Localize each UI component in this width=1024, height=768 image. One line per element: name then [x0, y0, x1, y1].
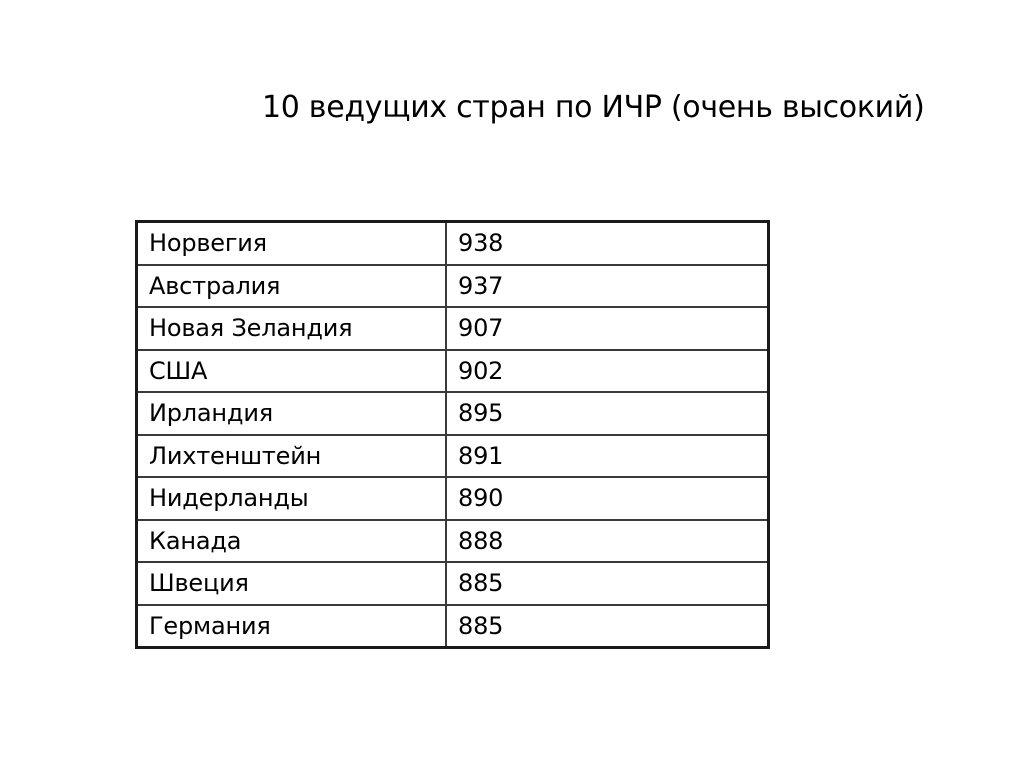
country-cell: Канада [137, 520, 447, 563]
table-row [137, 350, 769, 393]
value-cell: 885 [446, 562, 769, 605]
value-cell: 937 [446, 265, 769, 308]
table-row [137, 307, 769, 350]
country-cell: Норвегия [137, 222, 447, 265]
country-cell: Лихтенштейн [137, 435, 447, 478]
table-row [137, 605, 769, 648]
table-row [137, 435, 769, 478]
table-row [137, 477, 769, 520]
value-cell: 907 [446, 307, 769, 350]
country-cell: Австралия [137, 265, 447, 308]
table-row [137, 392, 769, 435]
table-row [137, 222, 769, 265]
hdi-ranking-table [135, 220, 770, 649]
value-cell: 890 [446, 477, 769, 520]
value-cell: 888 [446, 520, 769, 563]
country-cell: Германия [137, 605, 447, 648]
table-row [137, 520, 769, 563]
country-cell: США [137, 350, 447, 393]
value-cell: 902 [446, 350, 769, 393]
country-cell: Швеция [137, 562, 447, 605]
country-cell: Нидерланды [137, 477, 447, 520]
table-row [137, 562, 769, 605]
value-cell: 885 [446, 605, 769, 648]
country-cell: Новая Зеландия [137, 307, 447, 350]
table-row [137, 265, 769, 308]
slide-title: 10 ведущих стран по ИЧР (очень высокий) [262, 90, 925, 125]
value-cell: 895 [446, 392, 769, 435]
value-cell: 891 [446, 435, 769, 478]
value-cell: 938 [446, 222, 769, 265]
country-cell: Ирландия [137, 392, 447, 435]
